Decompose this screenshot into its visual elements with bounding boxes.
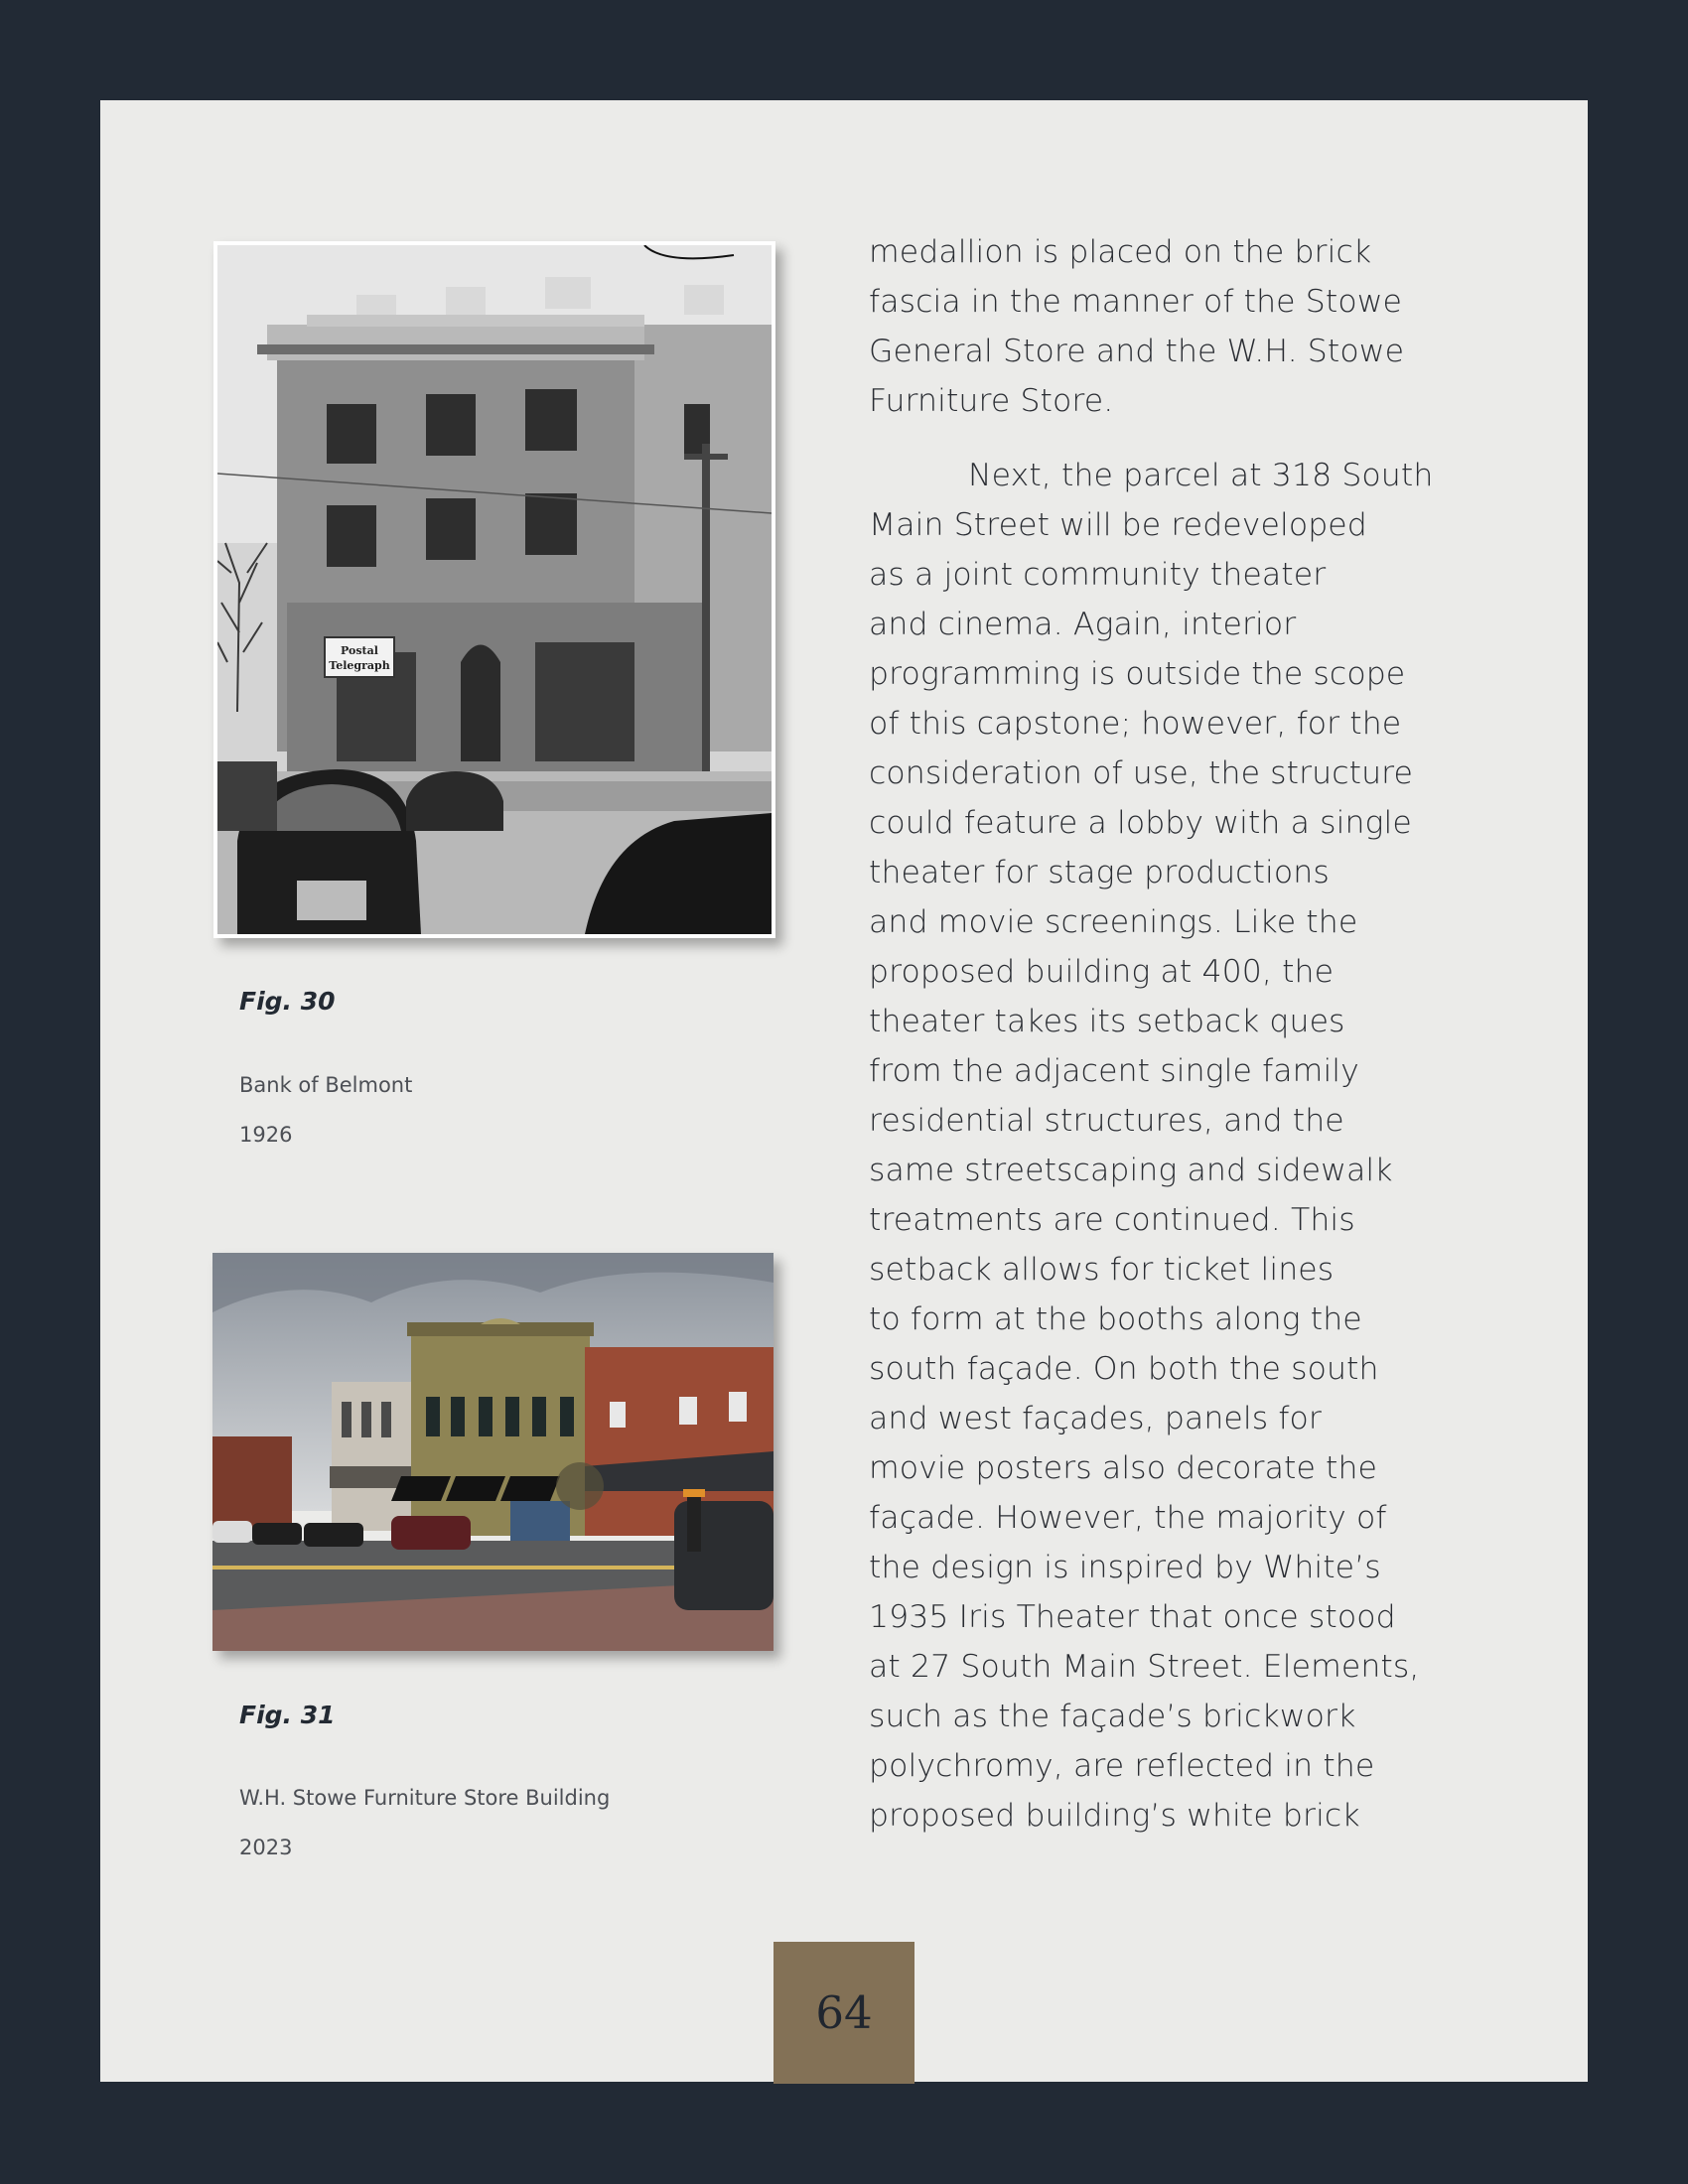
text-line: movie posters also decorate the — [869, 1450, 1378, 1486]
text-line: Next, the parcel at 318 South — [968, 458, 1434, 493]
fig-31-year: 2023 — [239, 1836, 293, 1859]
text-line: of this capstone; however, for the — [869, 706, 1402, 742]
text-line: General Store and the W.H. Stowe — [869, 334, 1405, 369]
sign-telegraph: Telegraph — [329, 659, 390, 672]
text-line: setback allows for ticket lines — [869, 1252, 1335, 1288]
text-line: at 27 South Main Street. Elements, — [869, 1649, 1420, 1685]
text-line: and movie screenings. Like the — [869, 904, 1358, 940]
text-line: proposed building’s white brick — [869, 1798, 1360, 1834]
text-line: programming is outside the scope — [869, 656, 1406, 692]
text-line: fascia in the manner of the Stowe — [869, 284, 1403, 320]
page-number-badge — [774, 1942, 914, 2084]
fig-31-label: Fig. 31 — [239, 1701, 336, 1729]
text-line: Main Street will be redeveloped — [869, 507, 1367, 543]
text-line: Furniture Store. — [869, 383, 1114, 419]
text-line: polychromy, are reflected in the — [869, 1748, 1375, 1784]
text-line: 1935 Iris Theater that once stood — [869, 1599, 1396, 1635]
bank-of-belmont-photo — [213, 241, 775, 938]
text-line: south façade. On both the south — [869, 1351, 1379, 1387]
text-line: theater takes its setback ques — [869, 1004, 1345, 1039]
text-line: same streetscaping and sidewalk — [869, 1153, 1393, 1188]
fig-30-year: 1926 — [239, 1123, 293, 1147]
text-line: proposed building at 400, the — [869, 954, 1335, 990]
text-line: and cinema. Again, interior — [869, 607, 1297, 642]
paragraph-1 — [869, 227, 1504, 426]
text-line: to form at the booths along the — [869, 1301, 1362, 1337]
text-line: could feature a lobby with a single — [869, 805, 1412, 841]
text-line: treatments are continued. This — [869, 1202, 1355, 1238]
page-number: 64 — [815, 1986, 873, 2039]
document-page — [100, 100, 1588, 2082]
stowe-furniture-store-photo — [212, 1253, 774, 1651]
paragraph-2 — [869, 451, 1504, 1841]
text-line: medallion is placed on the brick — [869, 234, 1372, 270]
fig-31-caption: W.H. Stowe Furniture Store Building — [239, 1786, 611, 1810]
text-line: as a joint community theater — [869, 557, 1327, 593]
fig-30-label: Fig. 30 — [239, 987, 336, 1016]
text-line: from the adjacent single family — [869, 1053, 1359, 1089]
text-line: theater for stage productions — [869, 855, 1330, 890]
text-line: the design is inspired by White’s — [869, 1550, 1381, 1585]
text-line: residential structures, and the — [869, 1103, 1344, 1139]
text-line: consideration of use, the structure — [869, 755, 1414, 791]
sign-postal: Postal — [341, 644, 378, 657]
text-line: façade. However, the majority of — [869, 1500, 1387, 1536]
body-text-column — [869, 227, 1504, 1841]
text-line: such as the façade’s brickwork — [869, 1699, 1356, 1734]
text-line: and west façades, panels for — [869, 1401, 1322, 1436]
fig-30-caption: Bank of Belmont — [239, 1073, 413, 1097]
